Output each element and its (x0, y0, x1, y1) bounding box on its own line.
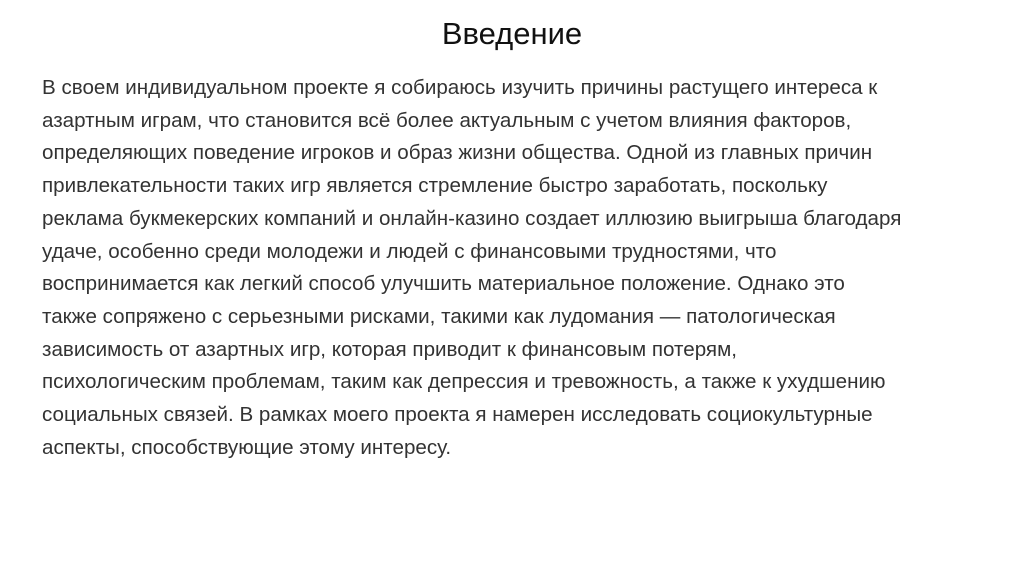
paragraph-line: также сопряжено с серьезными рисками, такими как лудомания — патологическая (42, 304, 836, 328)
paragraph-line: зависимость от азартных игр, которая приводит к финансовым потерям, (42, 337, 737, 361)
paragraph-line: В своем индивидуальном проекте я собираюсь изучить причины растущего интереса к (42, 76, 878, 99)
paragraph-line: социальных связей. В рамках моего проекта я намерен исследовать социокультурные (42, 403, 873, 427)
paragraph-line: реклама букмекерских компаний и онлайн-казино создает иллюзию выигрыша благодаря (42, 206, 902, 230)
slide-body-text (42, 72, 992, 464)
paragraph-line: определяющих поведение игроков и образ жизни общества. Одной из главных причин (42, 141, 873, 165)
slide-title: Введение (441, 16, 583, 51)
paragraph-line: азартным играм, что становится всё более актуальным с учетом влияния факторов, (42, 108, 852, 132)
paragraph-line: удаче, особенно среди молодежи и людей с финансовыми трудностями, что (42, 239, 777, 263)
paragraph-line: аспекты, способствующие этому интересу. (42, 435, 452, 459)
paragraph-line: привлекательности таких игр является стремление быстро заработать, поскольку (42, 174, 828, 198)
paragraph-line: воспринимается как легкий способ улучшить материальное положение. Однако это (42, 272, 845, 296)
paragraph-line: психологическим проблемам, таким как депрессия и тревожность, а также к ухудшению (42, 370, 886, 394)
